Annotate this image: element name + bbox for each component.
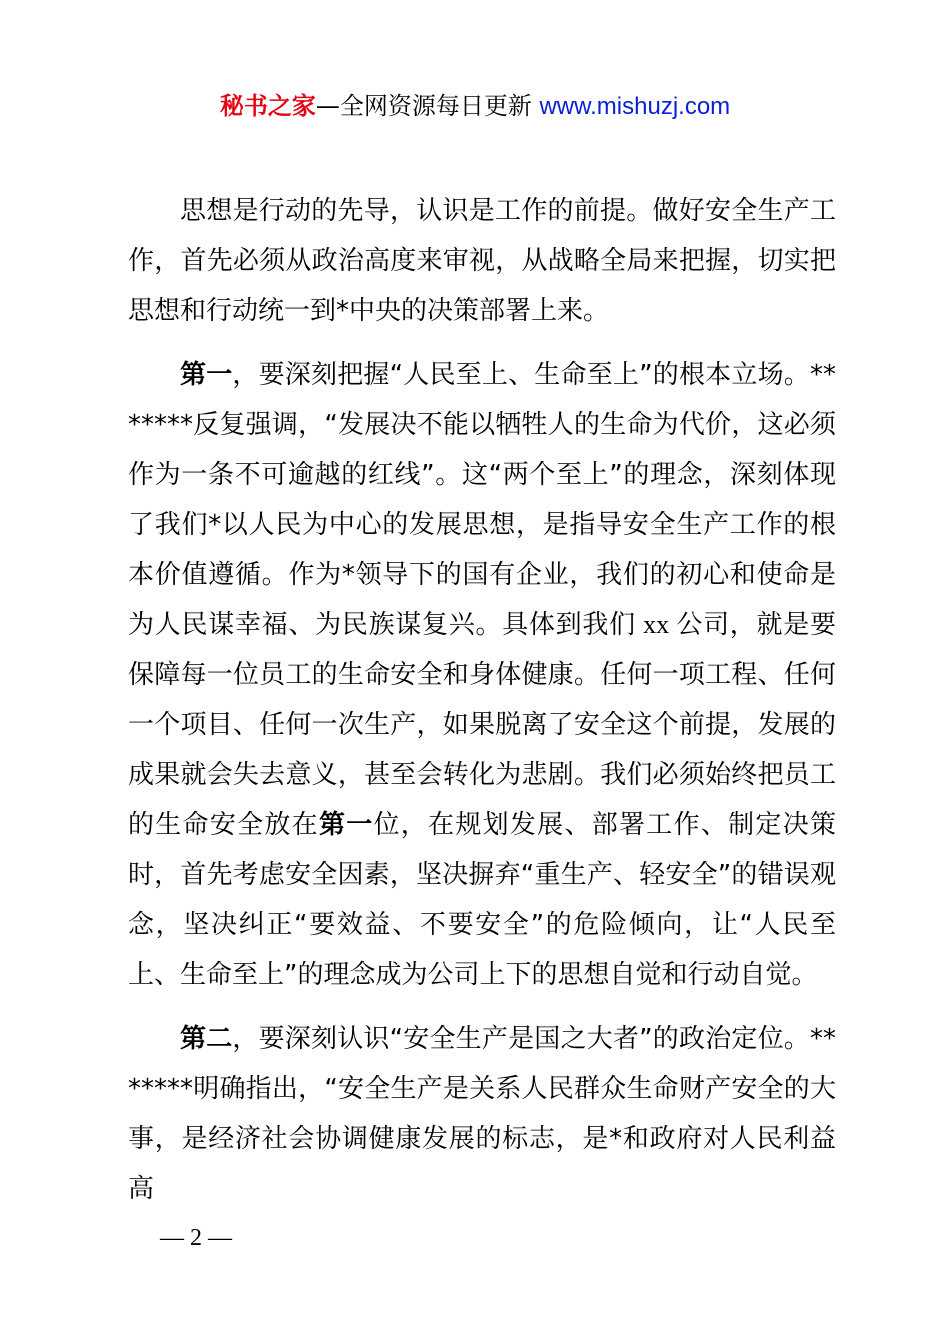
paragraph-second (128, 1014, 836, 1214)
paragraph-first-text-c: 位，在规划发展、部署工作、制定决策时，首先考虑安全因素，坚决摒弃“重生产、轻安全”的错误观念，坚决纠正“要效益、不要安全”的危险倾向，让“人民至上、生命至上”的理念成为公司上下的思想自觉和行动自觉。 (128, 810, 836, 990)
company-placeholder: xx (635, 610, 677, 639)
paragraph-second-lead: 第二 (180, 1024, 233, 1054)
paragraph-first (128, 350, 836, 1000)
paragraph-first-text-a: ，要深刻把握“人民至上、生命至上”的根本立场。*******反复强调，“发展决不能以牺牲人的生命为代价，这必须作为一条不可逾越的红线”。这“两个至上”的理念，深刻体现了我们*以人民为中心的发展思想，是指导安全生产工作的根本价值遵循。作为*领导下的国有企业，我们的初心和使命是为人民谋幸福、为民族谋复兴。具体到我们 (128, 360, 836, 640)
page-number: — 2 — (160, 1225, 232, 1251)
paragraph-first-text-b: 公司，就是要保障每一位员工的生命安全和身体健康。任何一项工程、任何一个项目、任何一次生产，如果脱离了安全这个前提，发展的成果就会失去意义，甚至会转化为悲剧。我们必须始终把员工的生命安全放在 (128, 610, 836, 840)
brand-name: 秘书之家 (219, 92, 316, 120)
paragraph-intro (128, 186, 836, 336)
paragraph-intro-text: 思想是行动的先导，认识是工作的前提。做好安全生产工作，首先必须从政治高度来审视，从战略全局来把握，切实把思想和行动统一到*中央的决策部署上来。 (128, 196, 836, 326)
site-header (0, 88, 950, 125)
document-body (128, 186, 836, 1214)
paragraph-first-lead: 第一 (180, 360, 233, 390)
paragraph-second-text: ，要深刻认识“安全生产是国之大者”的政治定位。*******明确指出，“安全生产是关系人民群众生命财产安全的大事，是经济社会协调健康发展的标志，是*和政府对人民利益高 (128, 1024, 836, 1204)
header-tagline: —全网资源每日更新 (315, 92, 540, 120)
site-url-link[interactable]: www.mishuzj.com (539, 93, 731, 120)
paragraph-first-inline-bold: 第一 (318, 810, 374, 840)
